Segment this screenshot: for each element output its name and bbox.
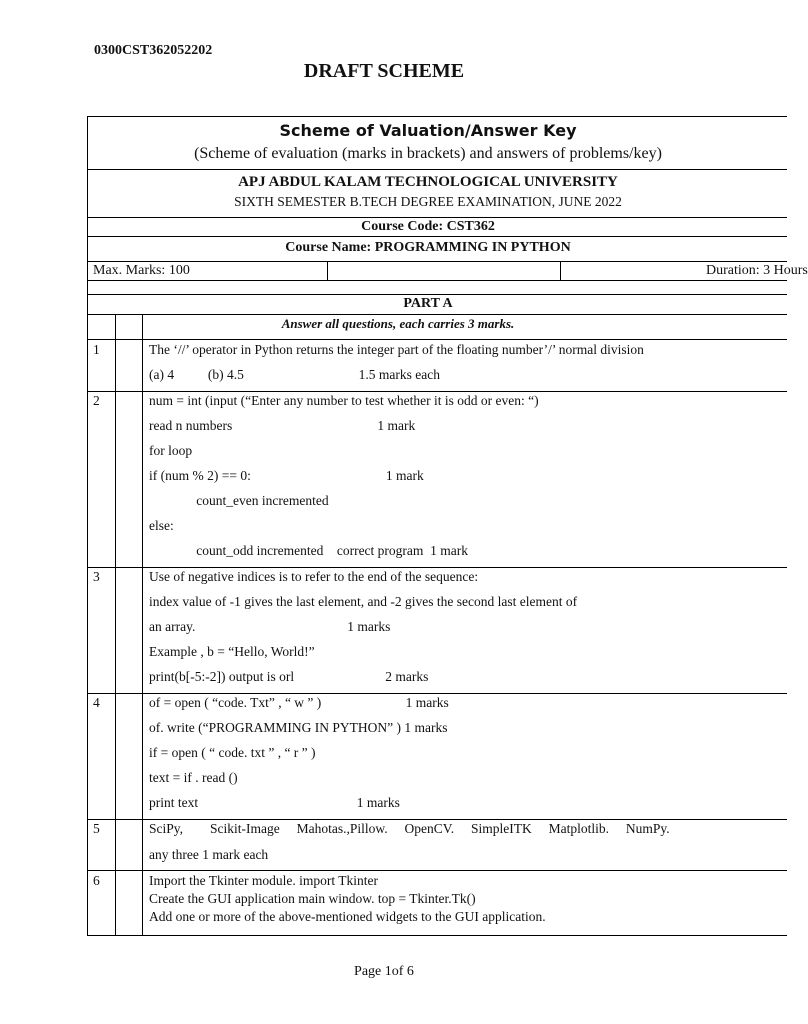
document-title: DRAFT SCHEME: [303, 60, 465, 82]
question-number: 5: [93, 821, 100, 836]
course-name-row: [87, 236, 787, 261]
question-row: [87, 693, 787, 819]
course-code-row: [87, 217, 787, 236]
course-code: Course Code: CST362: [361, 219, 495, 234]
question-number: 1: [93, 342, 100, 357]
exam-title: SIXTH SEMESTER B.TECH DEGREE EXAMINATION, JUNE 2022: [234, 194, 622, 209]
question-row: [87, 819, 787, 870]
answer-line: an array. 1 marks: [149, 619, 391, 634]
answer-line: if = open ( “ code. txt ” , “ r ” ): [149, 745, 316, 760]
question-row: [87, 339, 787, 391]
answer-line: text = if . read (): [149, 770, 238, 785]
marks-duration-row: [87, 261, 808, 280]
answer-line: else:: [149, 518, 174, 533]
university-name: APJ ABDUL KALAM TECHNOLOGICAL UNIVERSITY: [238, 174, 618, 190]
document-code: 0300CST362052202: [94, 43, 213, 58]
max-marks: Max. Marks: 100: [93, 263, 190, 278]
question-number: 6: [93, 873, 100, 888]
question-number: 3: [93, 569, 100, 584]
part-a-instruction: Answer all questions, each carries 3 marks.: [281, 316, 515, 331]
answer-line: Add one or more of the above-mentioned widgets to the GUI application.: [149, 909, 546, 924]
page-number: Page 1of 6: [354, 964, 414, 979]
answer-line: if (num % 2) == 0: 1 mark: [149, 468, 424, 483]
answer-line: of = open ( “code. Txt” , “ w ” ) 1 marks: [149, 695, 449, 710]
answer-line: count_odd incremented correct program 1 mark: [149, 543, 469, 558]
answer-line: of. write (“PROGRAMMING IN PYTHON” ) 1 marks: [149, 720, 448, 735]
answer-line: num = int (input (“Enter any number to test whether it is odd or even: “): [149, 393, 539, 408]
answer-line: SciPy, Scikit-Image Mahotas.,Pillow. OpenCV. SimpleITK Matplotlib. NumPy.: [149, 821, 670, 836]
answer-line: (a) 4 (b) 4.5 1.5 marks each: [149, 367, 440, 382]
answer-line: Create the GUI application main window. top = Tkinter.Tk(): [149, 891, 476, 906]
part-a-title: PART A: [403, 296, 453, 311]
scheme-title-box: [87, 116, 787, 169]
answer-line: print text 1 marks: [149, 795, 400, 810]
answer-line: print(b[-5:-2]) output is orl 2 marks: [149, 669, 429, 684]
scheme-subtitle: (Scheme of evaluation (marks in brackets) and answers of problems/key): [194, 145, 662, 162]
course-name: Course Name: PROGRAMMING IN PYTHON: [285, 240, 571, 255]
question-number: 4: [93, 695, 100, 710]
answer-line: Import the Tkinter module. import Tkinter: [149, 873, 378, 888]
question-row: [87, 567, 787, 693]
answer-line: Use of negative indices is to refer to the end of the sequence:: [149, 569, 479, 584]
instruction-row: [87, 314, 787, 339]
question-row: [87, 391, 787, 567]
answer-line: any three 1 mark each: [149, 847, 269, 862]
scheme-title: Scheme of Valuation/Answer Key: [279, 121, 577, 140]
duration: Duration: 3 Hours: [706, 263, 808, 278]
answer-line: Example , b = “Hello, World!”: [149, 644, 315, 659]
question-number: 2: [93, 393, 100, 408]
answer-line: index value of -1 gives the last element, and -2 gives the second last element of: [149, 594, 578, 609]
answer-line: count_even incremented: [149, 493, 329, 508]
question-row: [87, 870, 787, 936]
answer-line: The ‘//’ operator in Python returns the integer part of the floating number’/’ normal division: [149, 342, 644, 357]
part-a-row: [87, 294, 787, 314]
spacer-row: [87, 280, 787, 294]
answer-line: read n numbers 1 mark: [149, 418, 416, 433]
university-box: [87, 169, 787, 217]
answer-line: for loop: [149, 443, 193, 458]
